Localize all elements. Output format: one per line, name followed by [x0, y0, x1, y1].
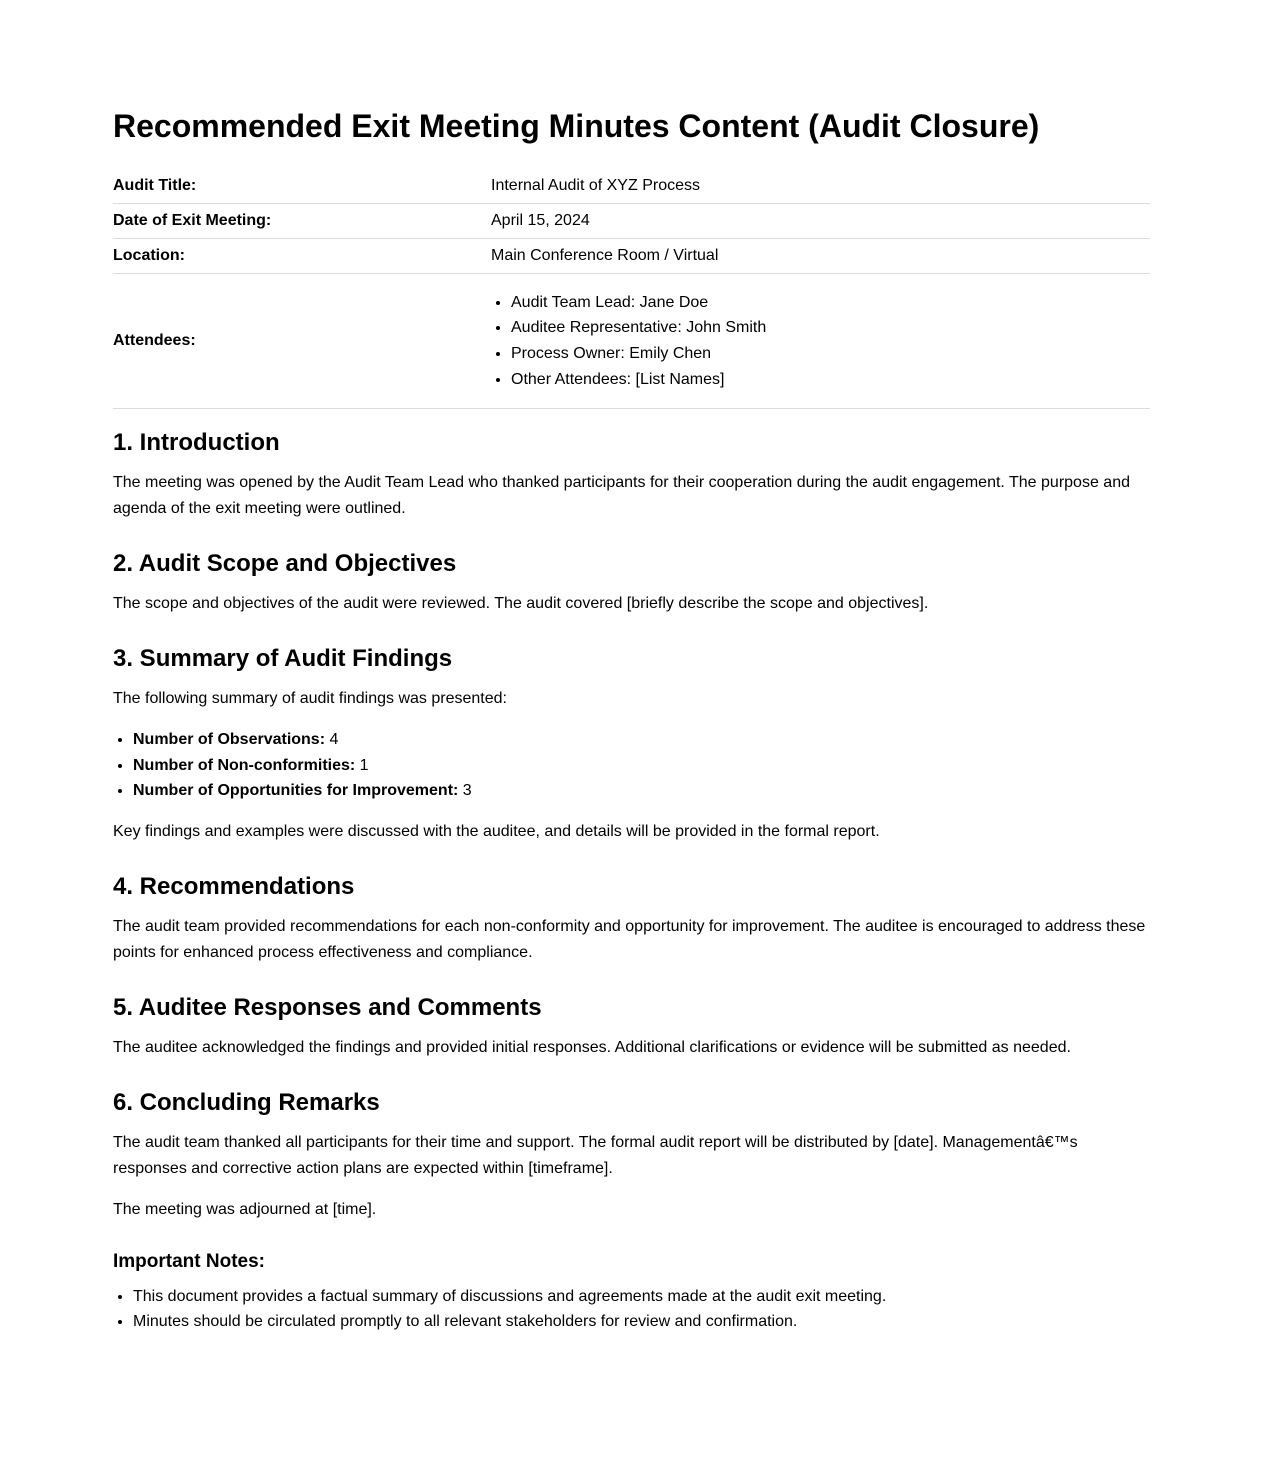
notes-heading: Important Notes:: [113, 1250, 265, 1272]
table-row: [113, 239, 1150, 274]
minutes-body: [113, 428, 1150, 1350]
section-heading-findings: 3. Summary of Audit Findings: [113, 645, 453, 672]
responses-text: The auditee acknowledged the findings and provided initial responses. Additional clarifications or evidence will be submitted as needed.: [113, 1038, 1071, 1056]
list-item: • Other Attendees: [List Names]: [511, 367, 1150, 393]
section-heading-responses: 5. Auditee Responses and Comments: [113, 993, 542, 1021]
date-value: April 15, 2024: [491, 204, 1150, 239]
section-heading-recommendations: 4. Recommendations: [113, 872, 355, 900]
list-item: • This document provides a factual summary of discussions and agreements made at the audit exit meeting.: [133, 1284, 1150, 1310]
location-value: Main Conference Room / Virtual: [491, 239, 1150, 274]
finding-label: Number of Opportunities for Improvement:: [133, 782, 459, 800]
page-title: Recommended Exit Meeting Minutes Content (Audit Closure): [113, 108, 1040, 144]
audit-title-label: Audit Title:: [113, 168, 491, 204]
list-item: • Minutes should be circulated promptly to all relevant stakeholders for review and confirmation.: [133, 1309, 1150, 1335]
table-row: [113, 204, 1150, 239]
attendees-label: Attendees:: [113, 274, 491, 409]
findings-lead: The following summary of audit findings was presented:: [113, 690, 507, 707]
date-label: Date of Exit Meeting:: [113, 204, 491, 239]
adjourned-text: The meeting was adjourned at [time].: [113, 1200, 377, 1218]
finding-value: 4: [329, 731, 339, 748]
list-item: [133, 727, 1150, 753]
audit-title-value: Internal Audit of XYZ Process: [491, 168, 1150, 204]
table-row: [113, 168, 1150, 204]
section-heading-scope: 2. Audit Scope and Objectives: [113, 550, 457, 577]
list-item: • Process Owner: Emily Chen: [511, 341, 1150, 367]
finding-value: 1: [359, 756, 369, 774]
section-heading-introduction: 1. Introduction: [113, 429, 280, 456]
finding-value: 3: [462, 782, 472, 800]
findings-closing: Key findings and examples were discussed with the auditee, and details will be provided in the formal report.: [113, 822, 880, 840]
notes-list: [113, 1284, 1150, 1335]
list-item: • Auditee Representative: John Smith: [511, 315, 1150, 341]
list-item: [133, 778, 1150, 804]
recommendations-text: The audit team provided recommendations for each non-conformity and opportunity for improvement. The auditee is encouraged to address these points for enhanced process effectiveness and compliance.: [113, 917, 1146, 961]
location-label: Location:: [113, 239, 491, 274]
finding-label: Number of Observations:: [133, 731, 326, 748]
attendees-list: [491, 290, 1150, 392]
introduction-text: The meeting was opened by the Audit Team Lead who thanked participants for their cooperation during the audit engagement. The purpose and agenda of the exit meeting were outlined.: [113, 474, 1130, 517]
audit-info-table: [113, 168, 1150, 409]
finding-label: Number of Non-conformities:: [133, 756, 356, 774]
list-item: • Audit Team Lead: Jane Doe: [511, 290, 1150, 316]
attendees-cell: [491, 274, 1150, 409]
list-item: [133, 753, 1150, 779]
findings-list: [113, 727, 1150, 804]
scope-text: The scope and objectives of the audit were reviewed. The audit covered [briefly describe the scope and objectives].: [113, 595, 929, 612]
section-heading-concluding: 6. Concluding Remarks: [113, 1088, 380, 1116]
concluding-text: The audit team thanked all participants for their time and support. The formal audit report will be distributed by [date]. Managementâ€™s responses and corrective action plans are expected within [timeframe].: [113, 1133, 1078, 1177]
table-row: [113, 274, 1150, 409]
